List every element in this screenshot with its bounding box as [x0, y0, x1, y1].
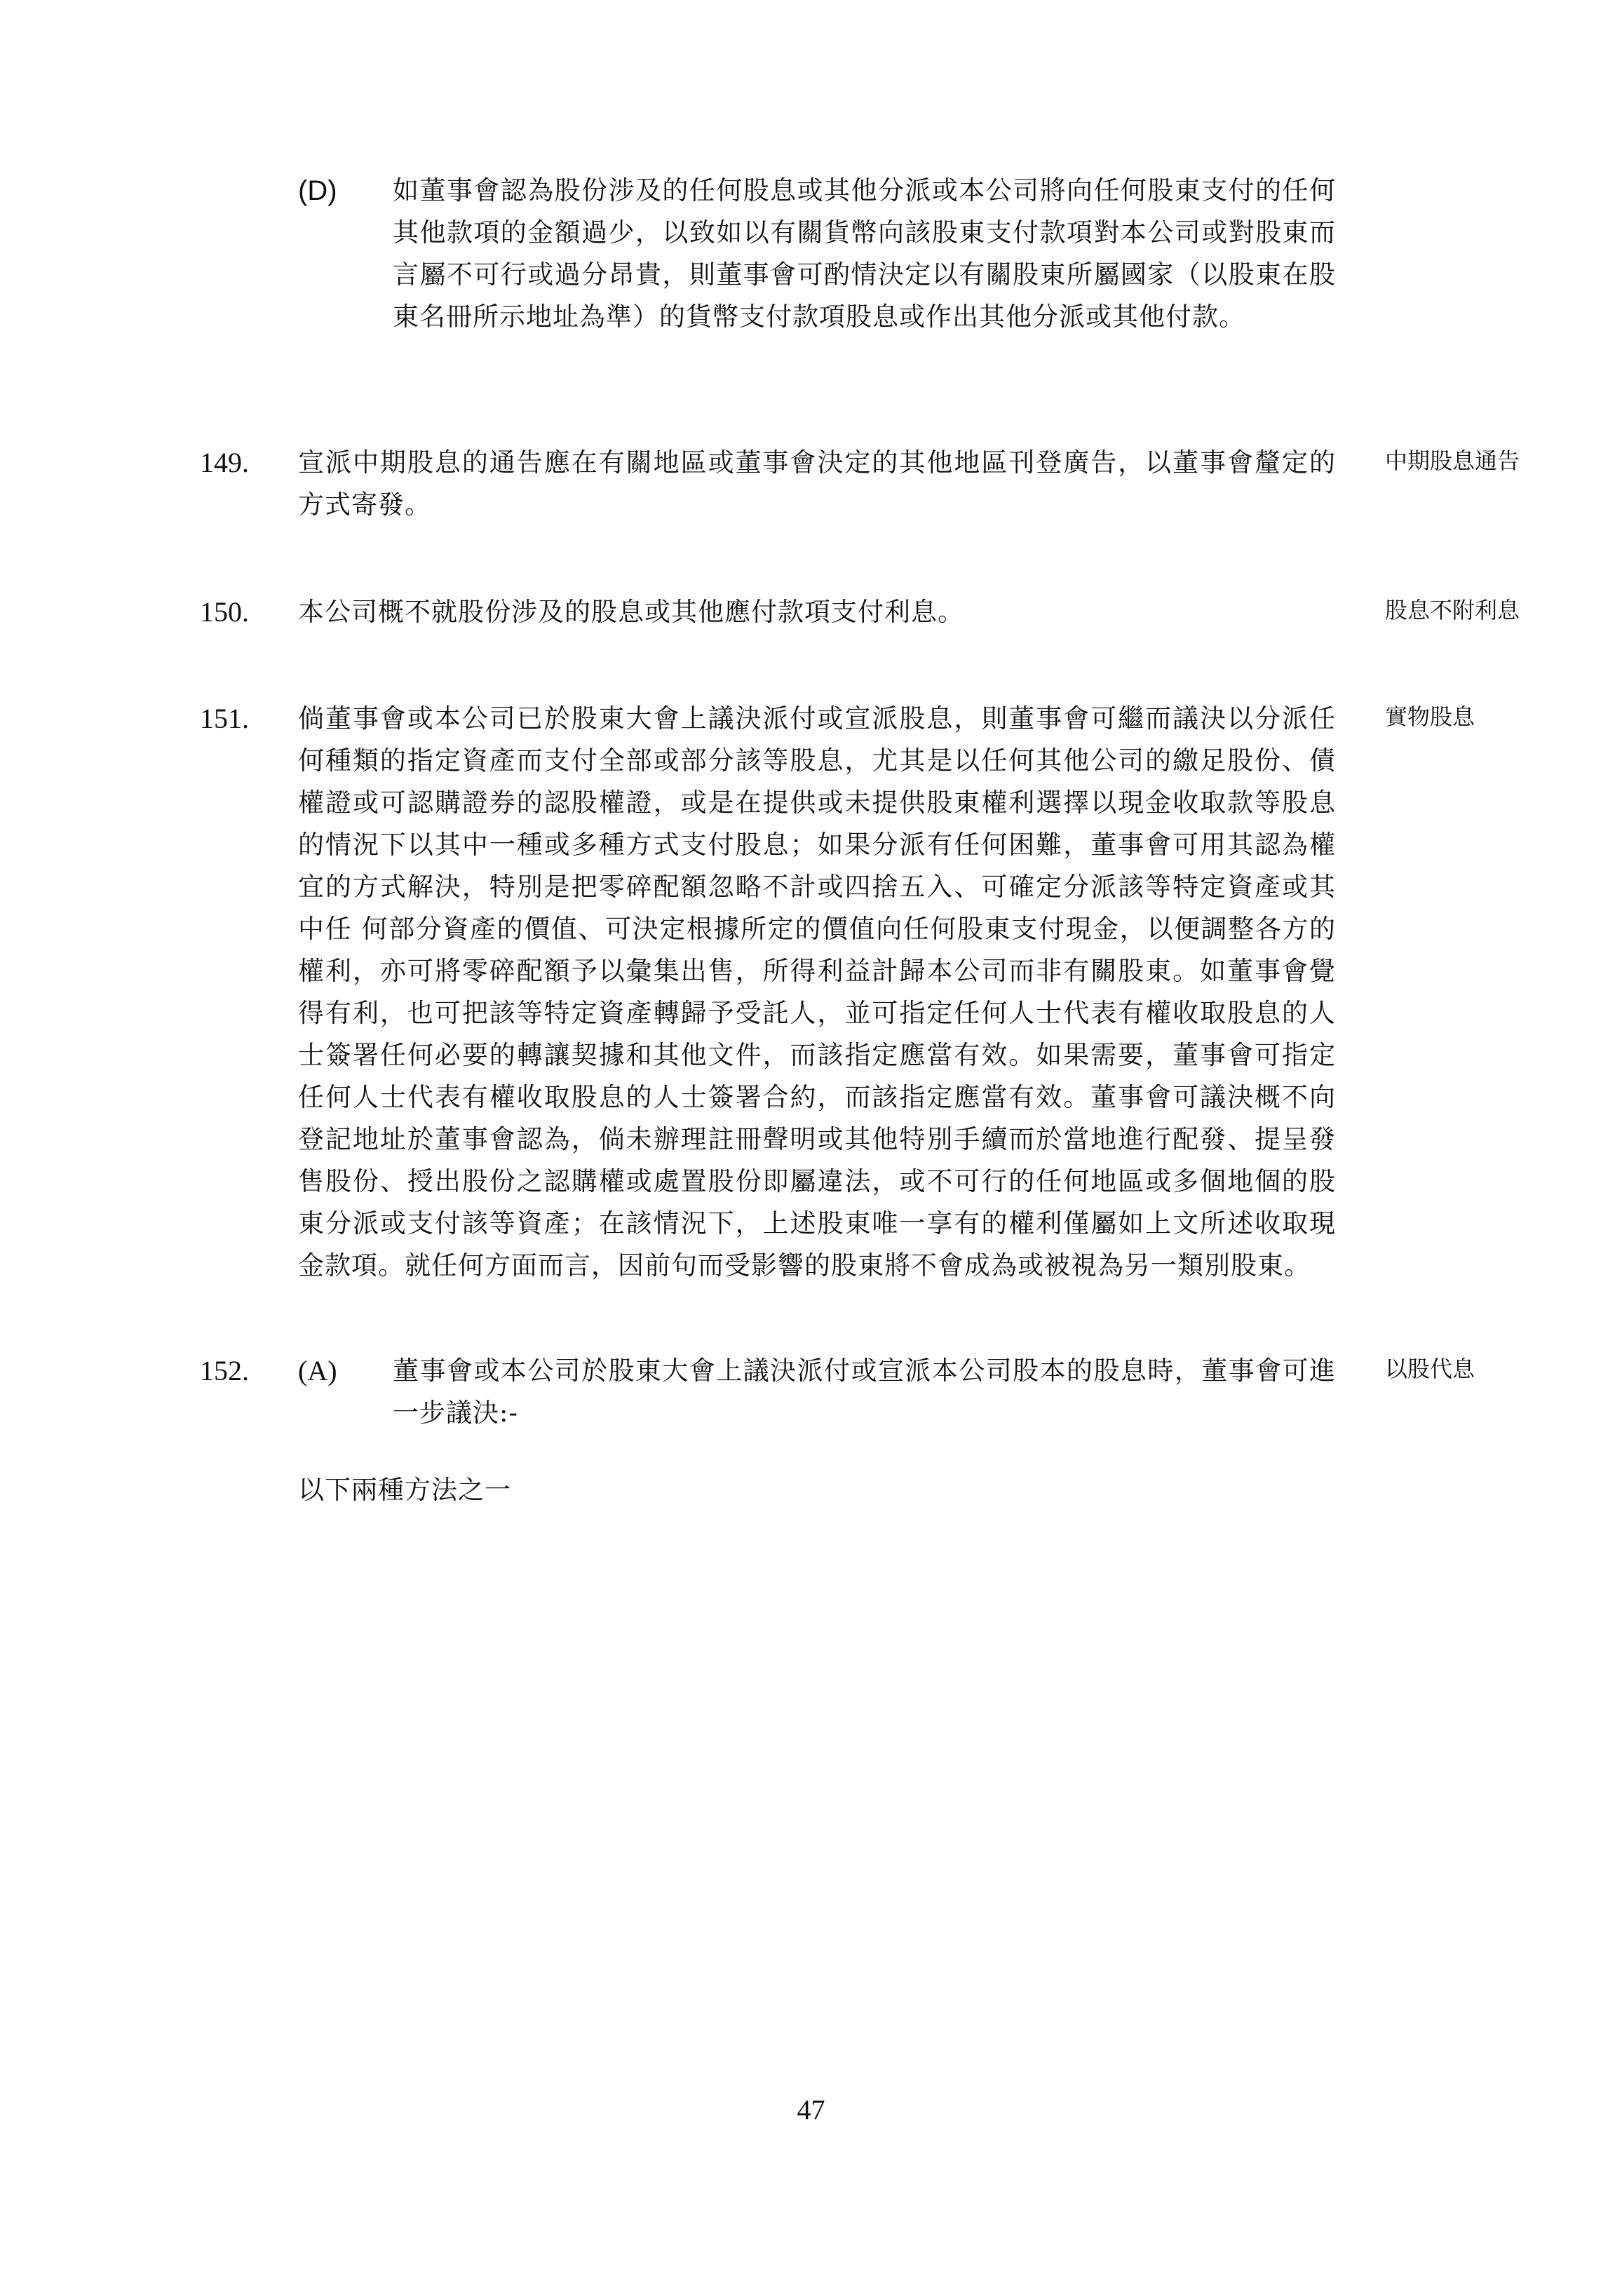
clause-152-number: 152. [200, 1355, 249, 1386]
clause-152-text: 董事會或本公司於股東大會上議決派付或宣派本公司股本的股息時，董事會可進一步議決:- [393, 1356, 1336, 1428]
clause-148d-label: (D) [298, 175, 337, 206]
clause-151-text: 倘董事會或本公司已於股東大會上議決派付或宣派股息，則董事會可繼而議決以分派任何種類的指定資產而支付全部或部分該等股息，尤其是以任何其他公司的繳足股份、債權證或可認購證券的認股權證，或是在提供或未提供股東權利選擇以現金收取款等股息的情況下以其中一種或多種方式支付股息；如果分派有任何困難，董事會可用其認為權宜的方式解決，特別是把零碎配額忽略不計或四捨五入、可確定分派該等特定資產或其中任 何部分資產的價值、可決定根據所定的價值向任何股東支付現金，以便調整各方的權利，亦可將零碎配額予以彙集出售，所得利益計歸本公司而非有關股東。如董事會覺得有利，也可把該等特定資產轉歸予受託人，並可指定任何人士代表有權收取股息的人士簽署任何必要的轉讓契據和其他文件，而該指定應當有效。如果需要，董事會可指定任何人士代表有權收取股息的人士簽署合約，而該指定應當有效。董事會可議決概不向登記地址於董事會認為，倘未辦理註冊聲明或其他特別手續而於當地進行配發、提呈發售股份、授出股份之認購權或處置股份即屬違法，或不可行的任何地區或多個地個的股東分派或支付該等資產；在該情況下，上述股東唯一享有的權利僅屬如上文所述收取現金款項。就任何方面而言，因前句而受影響的股東將不會成為或被視為另一類別股東。 [298, 703, 1336, 1281]
clause-149-number: 149. [200, 447, 249, 478]
page-number: 47 [797, 2094, 825, 2126]
clause-149-margin-note: 中期股息通告 [1385, 447, 1520, 474]
clause-152-label: (A) [298, 1355, 337, 1386]
clause-151-number: 151. [200, 703, 249, 734]
clause-150-text: 本公司概不就股份涉及的股息或其他應付款項支付利息。 [298, 597, 964, 627]
clause-152-margin-note: 以股代息 [1385, 1356, 1475, 1382]
clause-150-margin-note: 股息不附利息 [1385, 597, 1520, 623]
clause-150-number: 150. [200, 596, 249, 628]
clause-152-continuation: 以下兩種方法之一 [298, 1475, 511, 1505]
clause-151-margin-note: 實物股息 [1385, 703, 1475, 730]
clause-149-text: 宣派中期股息的通告應在有關地區或董事會決定的其他地區刊登廣告，以董事會釐定的方式寄發。 [298, 447, 1336, 520]
clause-148d-text: 如董事會認為股份涉及的任何股息或其他分派或本公司將向任何股東支付的任何其他款項的金額過少，以致如以有關貨幣向該股東支付款項對本公司或對股東而言屬不可行或過分昂貴，則董事會可酌情決定以有關股東所屬國家（以股東在股東名冊所示地址為準）的貨幣支付款項股息或作出其他分派或其他付款。 [393, 175, 1336, 332]
